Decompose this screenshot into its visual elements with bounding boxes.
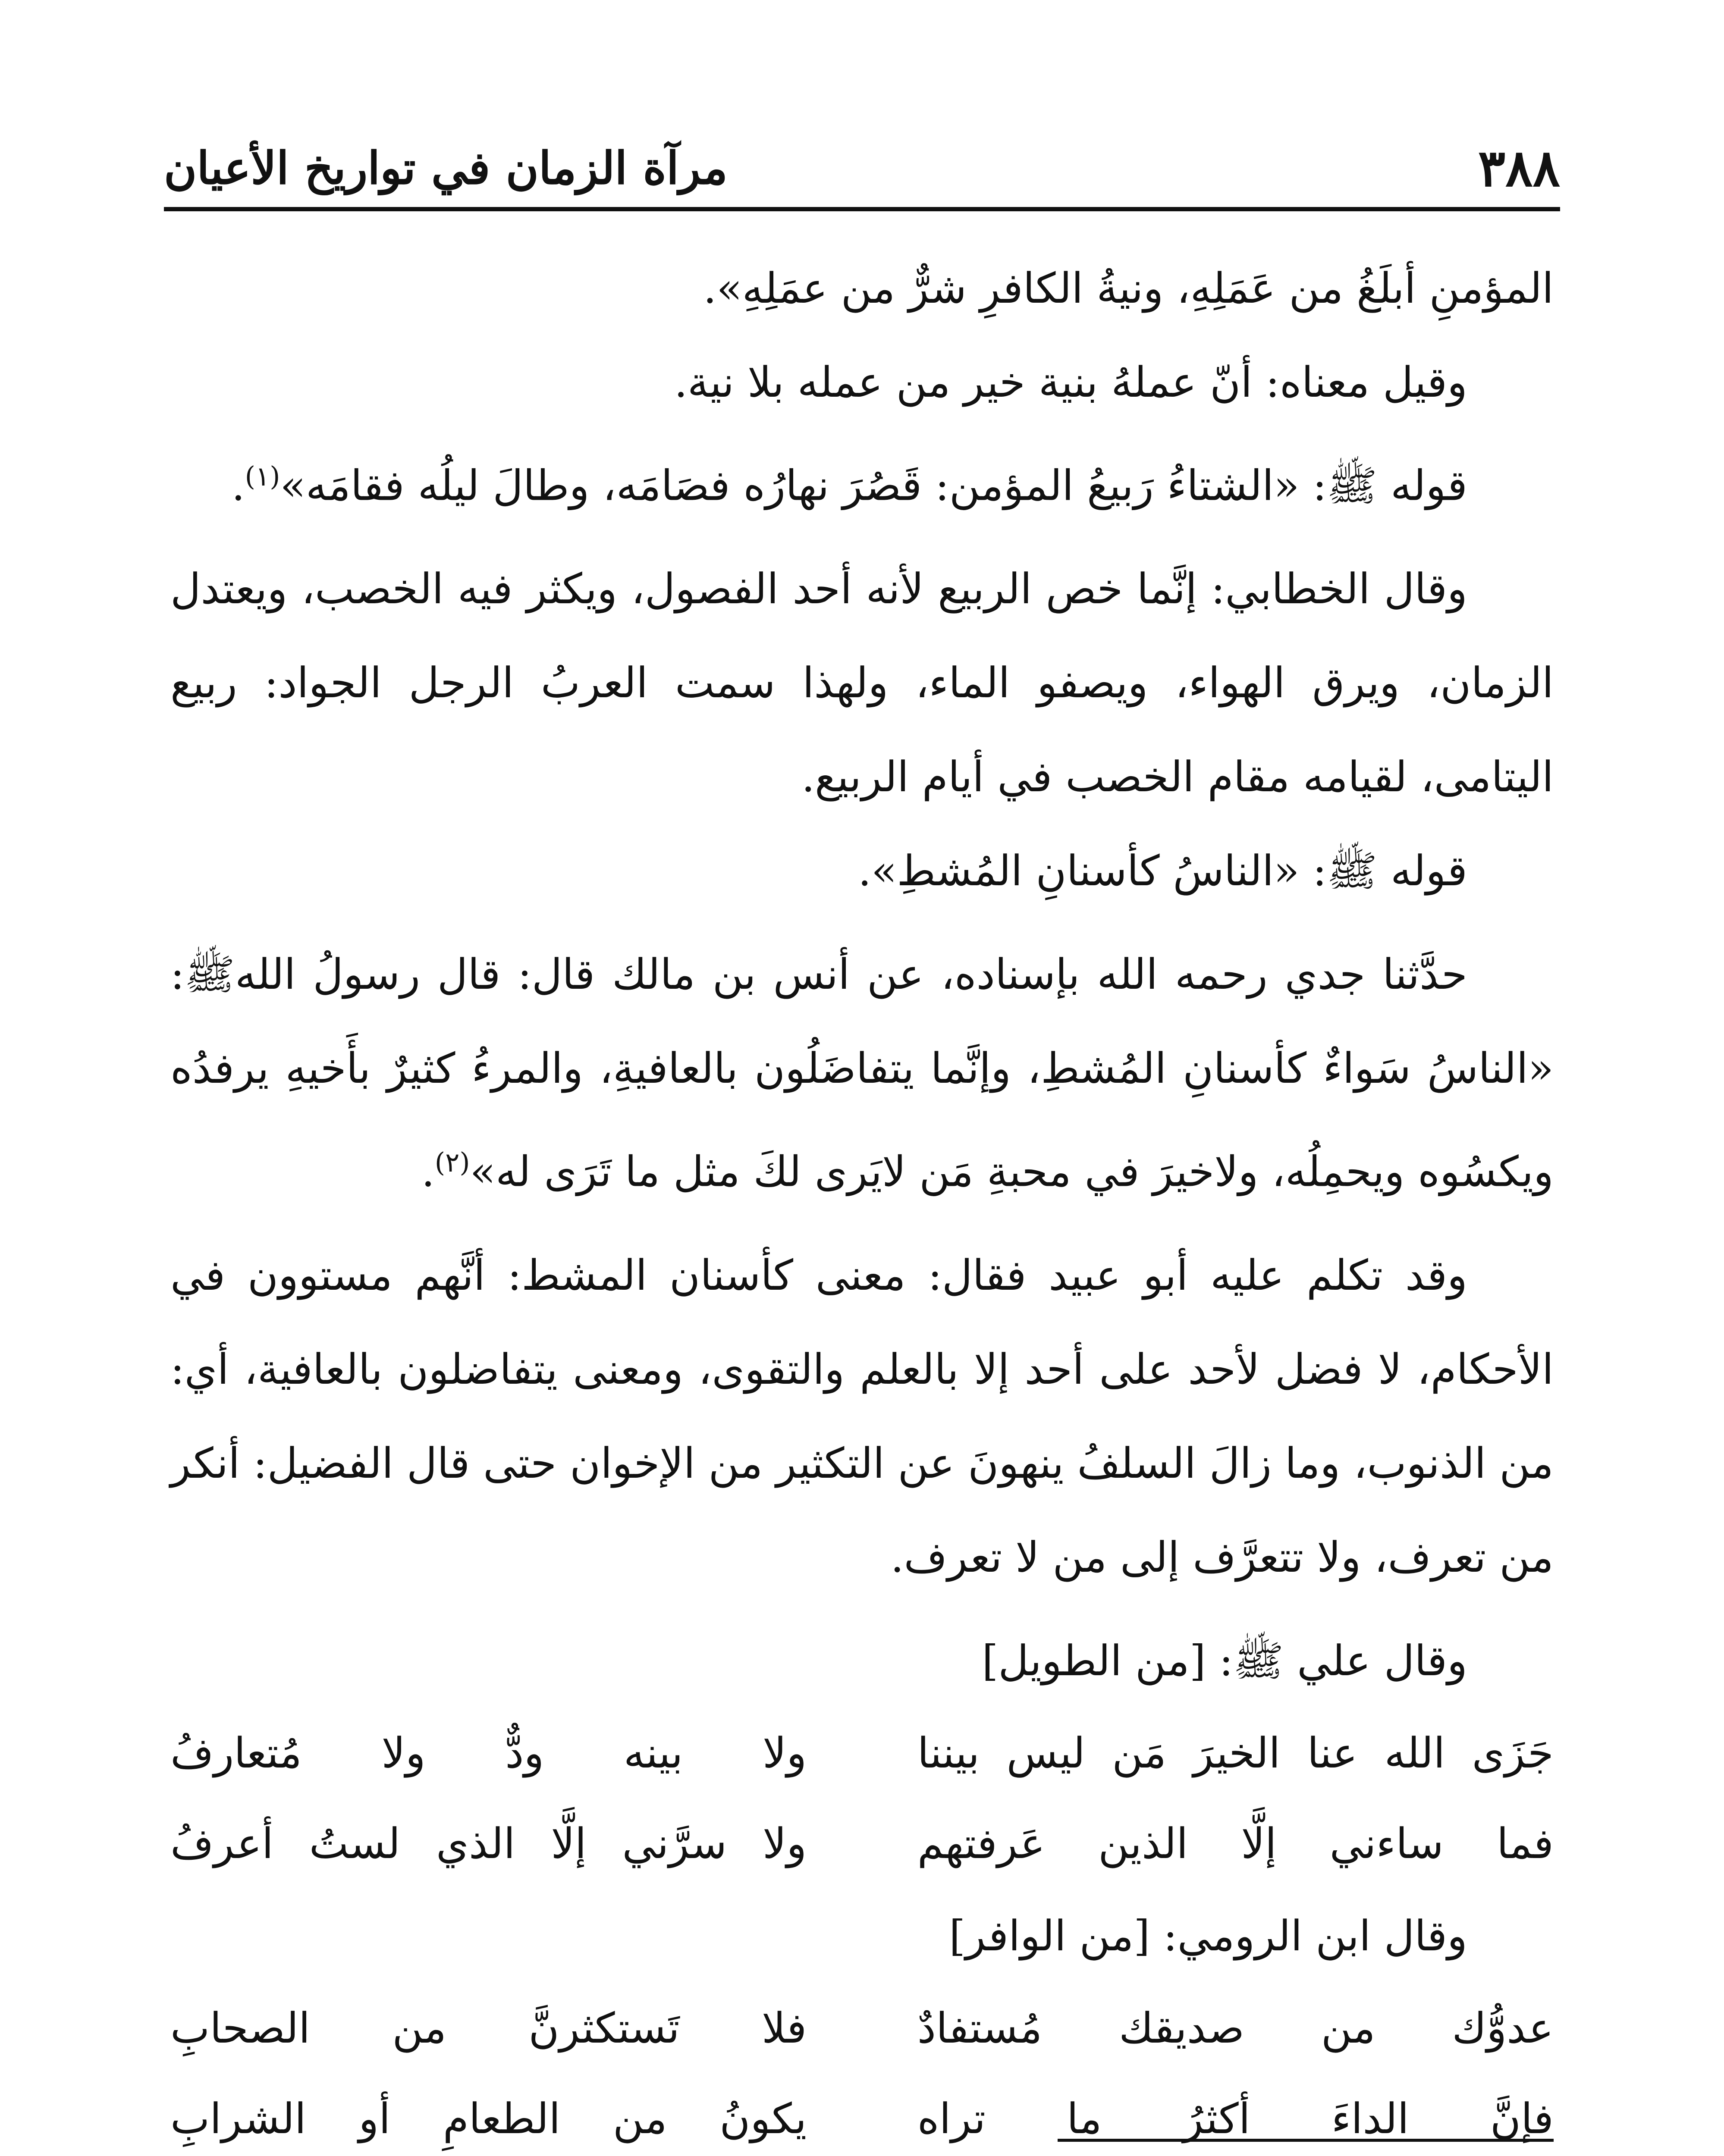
running-title: مرآة الزمان في تواريخ الأعيان (164, 141, 728, 194)
main-text (170, 241, 1554, 2156)
poem-1 (170, 1708, 1554, 1889)
paragraph-6-text: حدَّثنا جدي رحمه الله بإسناده، عن أنس بن مالك قال: قال رسولُ اللهﷺ: «الناسُ سَواءٌ كأسنانِ المُشطِ، وإنَّما يتفاضَلُون بالعافيةِ، والمرءُ كثيرٌ بأَخيهِ يرفدُه ويكسُوه ويحمِلُه، ولاخيرَ في محبةِ مَن لايَرى لكَ مثل ما تَرَى له» (170, 950, 1554, 1196)
paragraph-7: وقد تكلم عليه أبو عبيد فقال: معنى كأسنان المشط: أنَّهم مستوون في الأحكام، لا فضل لأحد على أحد إلا بالعلم والتقوى، ومعنى يتفاضلون بالعافية، أي: من الذنوب، وما زالَ السلفُ ينهونَ عن التكثير من الإخوان حتى قال الفضيل: أنكر من تعرف، ولا تتعرَّف إلى من لا تعرف. (170, 1250, 1554, 1582)
poem-verse (170, 1799, 1554, 1889)
footnote-ref-1[interactable]: (١) (245, 461, 280, 492)
paragraph-3-end: . (231, 461, 245, 510)
poem-intro-2: وقال ابن الرومي: [من الوافر] (949, 1911, 1467, 1960)
verse-first-hemistich: فما ساءني إلَّا الذين عَرفتهم (917, 1819, 1554, 1868)
verse-first-hemistich: فإنَّ الداءَ أكثرُ ما تراه (917, 2094, 1554, 2143)
poem-2 (170, 1983, 1554, 2156)
verse-second-hemistich: يكونُ من الطعامِ أو الشرابِ (170, 2094, 807, 2143)
paragraph-5: قوله ﷺ: «الناسُ كأسنانِ المُشطِ». (858, 846, 1467, 896)
verse-second-hemistich: ولا بينه ودٌّ ولا مُتعارفُ (170, 1728, 807, 1777)
paragraph-3-text: قوله ﷺ: «الشتاءُ رَبيعُ المؤمن: قَصُرَ نهارُه فصَامَه، وطالَ ليلُه فقامَه» (280, 461, 1467, 510)
poem-verse (170, 1983, 1554, 2074)
paragraph-3 (170, 429, 1554, 533)
verse-second-hemistich: ولا سرَّني إلَّا الذي لستُ أعرفُ (170, 1819, 807, 1868)
poem-verse (170, 1708, 1554, 1799)
verse-first-hemistich: جَزَى الله عنا الخيرَ مَن ليس بيننا (917, 1728, 1554, 1777)
verse-second-hemistich: فلا تَستكثرنَّ من الصحابِ (170, 2003, 807, 2053)
paragraph-4: وقال الخطابي: إنَّما خص الربيع لأنه أحد الفصول، ويكثر فيه الخصب، ويعتدل الزمان، ويرق الهواء، ويصفو الماء، ولهذا سمت العربُ الرجل الجواد: ربيع اليتامى، لقيامه مقام الخصب في أيام الربيع. (170, 564, 1554, 802)
paragraph-1: المؤمنِ أبلَغُ من عَمَلِهِ، ونيةُ الكافرِ شرٌّ من عمَلِهِ». (703, 264, 1554, 313)
poem-intro-1: وقال علي ﷺ: [من الطويل] (982, 1636, 1467, 1685)
footnote-divider (1058, 2139, 1554, 2142)
paragraph-6 (170, 928, 1554, 1219)
footnote-ref-2[interactable]: (٢) (434, 1147, 470, 1178)
poem-verse (170, 2074, 1554, 2156)
paragraph-2: وقيل معناه: أنّ عملهُ بنية خير من عمله بلا نية. (674, 358, 1467, 407)
page-header (164, 129, 1560, 211)
paragraph-6-end: . (421, 1147, 435, 1196)
verse-first-hemistich: عدوُّك من صديقك مُستفادٌ (917, 2003, 1554, 2053)
page-number: ٣٨٨ (1478, 138, 1560, 198)
